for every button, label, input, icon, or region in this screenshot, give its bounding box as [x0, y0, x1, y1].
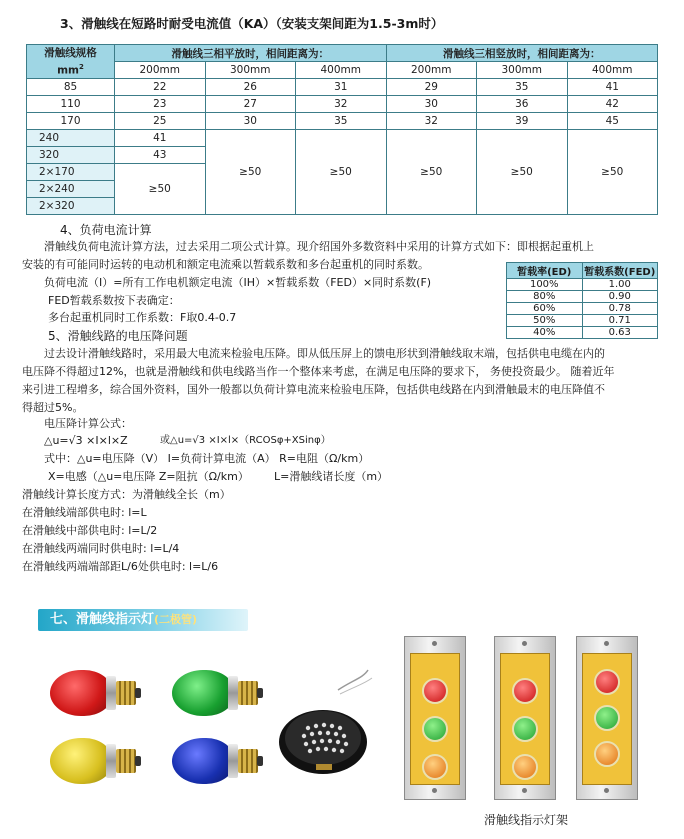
ge50-cell: ≥50: [477, 130, 568, 215]
value-cell: 25: [115, 113, 206, 130]
spec-cell: 320: [27, 147, 115, 164]
section3-title: 3、滑触线在短路时耐受电流值（KA）（安装支架间距为1.5-3m时）: [60, 16, 444, 31]
length-end-feed: 在滑触线端部供电时: l=L: [22, 506, 147, 519]
table-row: [27, 79, 658, 96]
value-cell: 30: [205, 113, 296, 130]
formula-definitions-1: 式中：△u=电压降（V） I=负荷计算电流（A） R=电阻（Ω/km）: [44, 452, 370, 465]
ge50-cell: ≥50: [205, 130, 296, 215]
spacing-cell: 400mm: [296, 62, 387, 79]
ge50-cell: ≥50: [567, 130, 658, 215]
table-row: [27, 130, 658, 147]
section4-para-line2: 安装的有可能同时运转的电动机和额定电流乘以暂载系数和多台起重机的同时系数。: [22, 258, 429, 271]
spacing-cell: 200mm: [386, 62, 477, 79]
fed-ed-cell: 50%: [507, 315, 583, 327]
value-cell: 26: [205, 79, 296, 96]
section5-line1: 过去设计滑触线路时，采用最大电流来检验电压降。即从低压屏上的馈电形状到滑触线取末端，包括供电电缆在内的: [44, 347, 605, 360]
section7-banner: [38, 609, 248, 631]
spec-header: [27, 45, 115, 79]
value-cell: 39: [477, 113, 568, 130]
spacing-cell: 300mm: [205, 62, 296, 79]
fed-note: FED暂载系数按下表确定：: [48, 294, 180, 307]
multi-crane-note: 多台起重机同时工作系数：F取0.4-0.7: [48, 311, 237, 324]
spec-cell: 110: [27, 96, 115, 113]
horizontal-header: 滑触线三相平放时，相间距离为：: [115, 45, 387, 62]
spec-cell: 2×170: [27, 164, 115, 181]
length-both-ends-feed: 在滑触线两端同时供电时: l=L/4: [22, 542, 180, 555]
ge50-cell: ≥50: [296, 130, 387, 215]
table-row: [507, 303, 658, 315]
section5-line2: 电压降不得超过12%，也就是滑触线和供电线路当作一个整体来考虑，在满足电压降的要求下， 务使投资最少。 随着近年: [22, 365, 615, 378]
section4-para-line1: 滑触线负荷电流计算方法，过去采用二项公式计算。现介绍国外多数资料中采用的计算方式如下：即根据起重机上: [44, 240, 594, 253]
spec-sup: 2: [79, 62, 84, 71]
spec-label: 滑触线规格: [44, 46, 97, 59]
section4-title: 4、负荷电流计算: [60, 223, 152, 237]
formula-definitions-2: X=电感（△u=电压降 Z=阻抗（Ω/km）: [48, 470, 249, 483]
fed-ed-cell: 80%: [507, 291, 583, 303]
value-cell: 36: [477, 96, 568, 113]
spec-unit: mm: [57, 64, 79, 77]
value-cell: 23: [115, 96, 206, 113]
fed-value-cell: 0.90: [582, 291, 658, 303]
table-row: [507, 327, 658, 339]
value-cell: 31: [296, 79, 387, 96]
formula-definitions-3: L=滑触线诸长度（m）: [274, 470, 389, 483]
value-cell: 41: [115, 130, 206, 147]
vertical-header: 滑触线三相竖放时，相间距离为：: [386, 45, 658, 62]
indicator-frame-caption: 滑触线指示灯架: [484, 813, 569, 827]
section5-line4: 得超过5%。: [22, 401, 84, 414]
fed-table: [506, 262, 658, 339]
value-cell: 22: [115, 79, 206, 96]
value-cell: 45: [567, 113, 658, 130]
indicator-frame-1: [404, 636, 466, 800]
length-middle-feed: 在滑触线中部供电时: l=L/2: [22, 524, 158, 537]
value-cell: 32: [386, 113, 477, 130]
spacing-cell: 400mm: [567, 62, 658, 79]
spec-cell: 2×240: [27, 181, 115, 198]
yellow-indicator-lamp: [50, 730, 140, 790]
spec-cell: 170: [27, 113, 115, 130]
spec-cell: 240: [27, 130, 115, 147]
value-cell: 35: [477, 79, 568, 96]
green-indicator-lamp: [172, 662, 262, 722]
spacing-cell: 200mm: [115, 62, 206, 79]
blue-indicator-lamp: [172, 730, 262, 790]
indicator-frame-2: [494, 636, 556, 800]
fed-ed-cell: 60%: [507, 303, 583, 315]
table-row: [507, 279, 658, 291]
red-indicator-lamp: [50, 662, 140, 722]
indicator-frame-3: [576, 636, 638, 800]
table-row: [507, 315, 658, 327]
ge50-cell: ≥50: [115, 164, 206, 215]
length-title: 滑触线计算长度方式：为滑触线全长（m）: [22, 488, 231, 501]
value-cell: 41: [567, 79, 658, 96]
value-cell: 32: [296, 96, 387, 113]
formula-title: 电压降计算公式：: [44, 417, 132, 430]
table-row: [507, 291, 658, 303]
fed-value-cell: 0.71: [582, 315, 658, 327]
spacing-cell: 300mm: [477, 62, 568, 79]
value-cell: 30: [386, 96, 477, 113]
value-cell: 35: [296, 113, 387, 130]
fed-ed-cell: 40%: [507, 327, 583, 339]
section7-title: 七、滑触线指示灯: [50, 612, 155, 627]
fed-value-cell: 0.63: [582, 327, 658, 339]
formula-b: 或△u=√3 ×I×l×（RCOSφ+XSinφ）: [160, 435, 331, 446]
table-row: [27, 96, 658, 113]
fed-value-cell: 0.78: [582, 303, 658, 315]
value-cell: 27: [205, 96, 296, 113]
fed-ed-cell: 100%: [507, 279, 583, 291]
fed-header-ed: 暂载率(ED): [507, 263, 583, 279]
spec-cell: 85: [27, 79, 115, 96]
table-row: [27, 113, 658, 130]
spec-cell: 2×320: [27, 198, 115, 215]
section5-line3: 来引进工程增多，综合国外资料，国外一般都以负荷计算电流来检验电压降，包括供电线路在内到滑触最末的电压降值不: [22, 383, 605, 396]
length-l6-feed: 在滑触线两端端部距L/6处供电时: l=L/6: [22, 560, 219, 573]
fed-header-fed: 暂载系数(FED): [582, 263, 658, 279]
short-circuit-table: [26, 44, 658, 215]
load-current-formula: 负荷电流（I）=所有工作电机额定电流（IH）×暂载系数（FED）×同时系数(F): [44, 276, 432, 289]
section7-subtitle: (二极管): [154, 613, 198, 626]
fed-value-cell: 1.00: [582, 279, 658, 291]
formula-a: △u=√3 ×I×l×Z: [44, 434, 128, 447]
value-cell: 29: [386, 79, 477, 96]
ge50-cell: ≥50: [386, 130, 477, 215]
value-cell: 43: [115, 147, 206, 164]
led-module: [268, 660, 378, 780]
value-cell: 42: [567, 96, 658, 113]
section5-title: 5、滑触线路的电压降问题: [48, 329, 188, 343]
